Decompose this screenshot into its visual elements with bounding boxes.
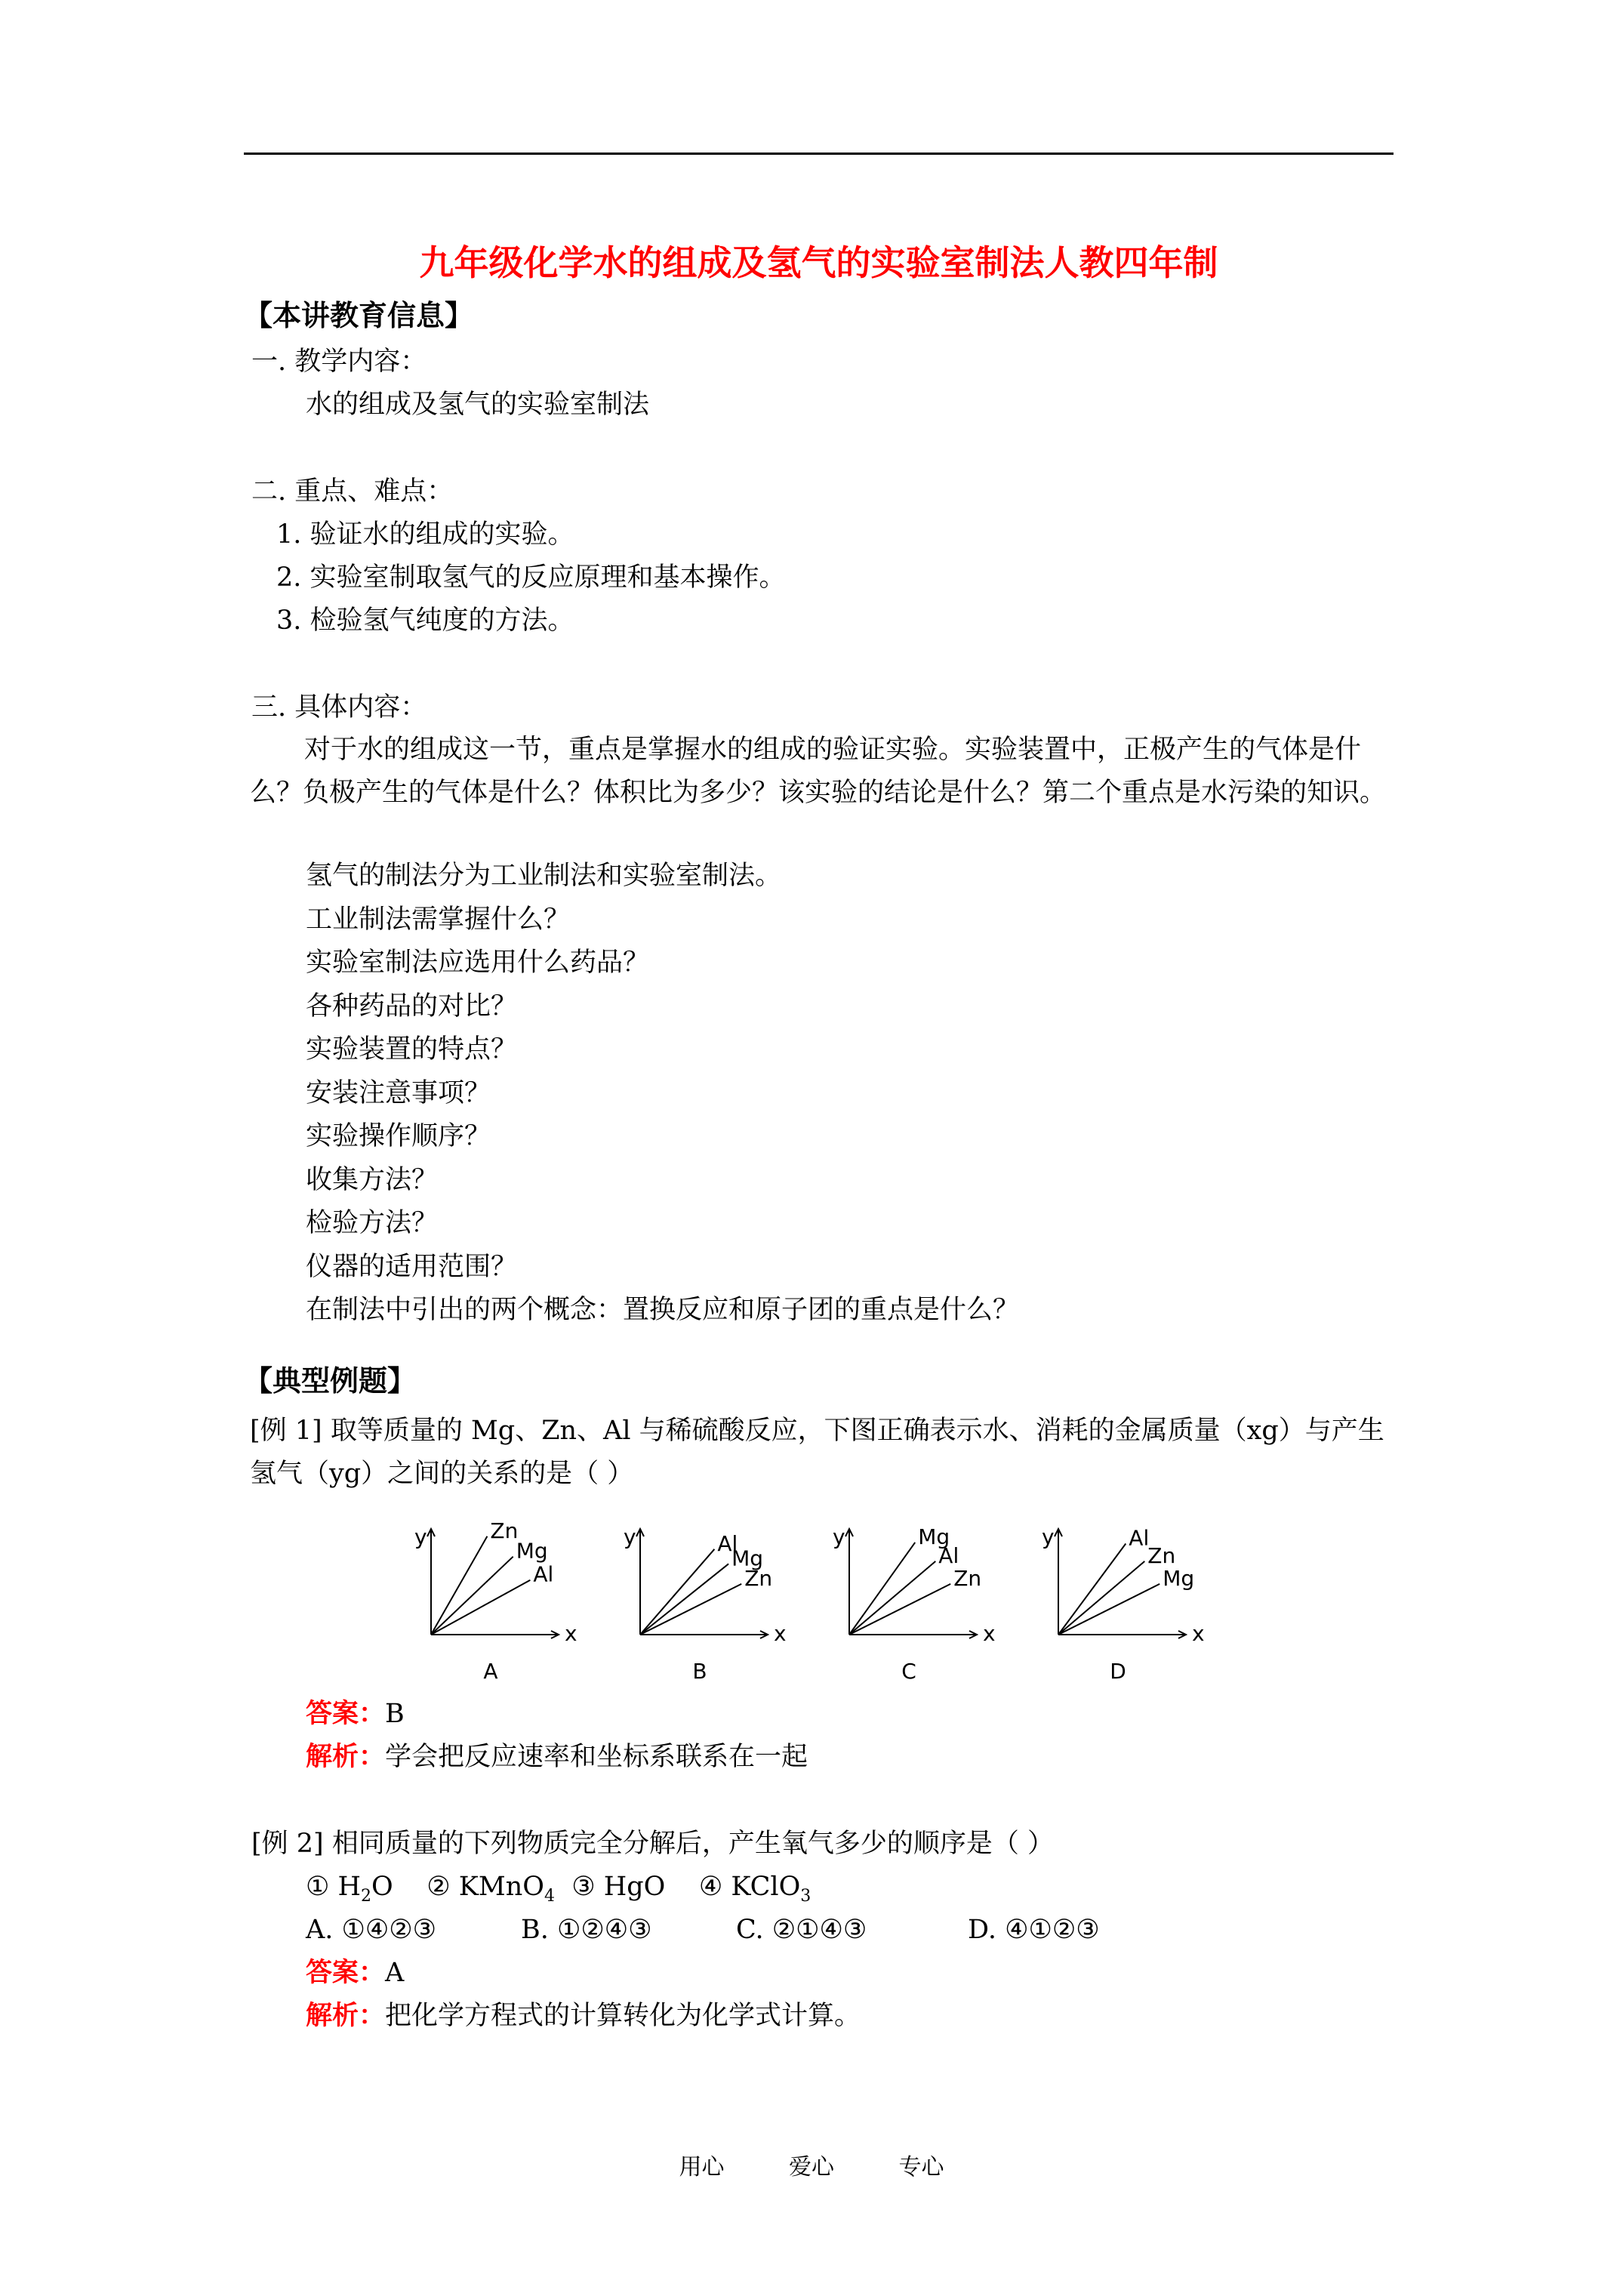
footer-item: 用心 <box>679 2154 725 2180</box>
section1-label: 一. 教学内容： <box>251 347 427 377</box>
example2-answer: A <box>385 1958 405 1988</box>
series-label-mg: Mg <box>918 1524 950 1549</box>
section3-line: 检验方法？ <box>306 1208 439 1238</box>
section3-line: 在制法中引出的两个概念：置换反应和原子团的重点是什么？ <box>306 1295 1020 1325</box>
example2-substances: ① $H_2O$ ② KMnO$_4$ ③ HgO ④ KClO$_3$ <box>306 1872 812 1906</box>
example2-analysis-label: 解析： <box>306 2000 386 2031</box>
example1-answer-label: 答案： <box>306 1698 386 1729</box>
example2-option-b: B. ①②④③ <box>521 1915 652 1945</box>
section3-line: 实验室制法应选用什么药品？ <box>306 948 650 978</box>
section3-line: 仪器的适用范围？ <box>306 1252 518 1282</box>
y-axis-label: y <box>833 1524 845 1549</box>
series-label-al: Al <box>938 1542 959 1568</box>
example2-analysis: 把化学方程式的计算转化为化学式计算。 <box>385 2001 861 2031</box>
section3-line: 实验装置的特点？ <box>306 1034 518 1065</box>
example1-answer: B <box>385 1699 405 1729</box>
section2-item: 2. 实验室制取氢气的反应原理和基本操作。 <box>276 562 786 593</box>
series-label-zn: Zn <box>1147 1542 1176 1568</box>
example1-analysis-label: 解析： <box>306 1741 386 1772</box>
example1-analysis: 学会把反应速率和坐标系联系在一起 <box>385 1742 808 1772</box>
x-axis-label: x <box>565 1621 577 1646</box>
example1-question: [例 1] 取等质量的 Mg、Zn、Al 与稀硫酸反应，下图正确表示水、消耗的金属质量（xg）与产生氢气（yg）之间的关系的是（ ） <box>250 1416 1384 1489</box>
x-axis-label: x <box>1192 1621 1205 1646</box>
section3-line: 氢气的制法分为工业制法和实验室制法。 <box>306 861 782 891</box>
chart-b <box>613 1499 809 1684</box>
series-label-zn: Zn <box>953 1565 982 1591</box>
series-line-zn <box>640 1584 741 1635</box>
section3-label: 三. 具体内容： <box>251 692 427 723</box>
y-axis-label: y <box>624 1524 636 1549</box>
footer-item: 爱心 <box>789 2154 834 2180</box>
chart-option-label: A <box>483 1659 498 1684</box>
chart-option-label: C <box>901 1659 916 1684</box>
series-label-al: Al <box>1129 1525 1150 1551</box>
chart-d <box>1031 1499 1227 1684</box>
series-label-mg: Mg <box>516 1538 548 1564</box>
chart-a <box>404 1499 600 1684</box>
chart-c <box>822 1499 1018 1684</box>
section3-line: 各种药品的对比？ <box>306 991 518 1022</box>
series-label-zn: Zn <box>490 1518 519 1543</box>
chart-option-label: D <box>1110 1659 1126 1684</box>
series-label-al: Al <box>717 1530 738 1556</box>
section3-line: 安装注意事项？ <box>306 1078 491 1108</box>
section3-line: 实验操作顺序？ <box>306 1121 491 1151</box>
section1-content: 水的组成及氢气的实验室制法 <box>306 390 650 420</box>
section2-item: 3. 检验氢气纯度的方法。 <box>276 606 574 636</box>
example2-question: [例 2] 相同质量的下列物质完全分解后，产生氧气多少的顺序是（ ） <box>251 1829 1054 1859</box>
examples-heading: 【典型例题】 <box>244 1364 417 1398</box>
page-footer <box>0 2148 1623 2181</box>
series-label-zn: Zn <box>744 1565 773 1591</box>
y-axis-label: y <box>1042 1524 1055 1549</box>
example2-option-c: C. ②①④③ <box>736 1915 867 1945</box>
series-line-mg <box>849 1542 915 1635</box>
series-label-mg: Mg <box>1163 1565 1195 1591</box>
example2-option-a: A. ①④②③ <box>306 1915 437 1945</box>
section2-item: 1. 验证水的组成的实验。 <box>276 519 574 550</box>
info-heading: 【本讲教育信息】 <box>244 299 474 332</box>
section3-line: 工业制法需掌握什么？ <box>306 905 571 935</box>
section3-paragraph: 对于水的组成这一节，重点是掌握水的组成的验证实验。实验装置中，正极产生的气体是什么？负极产生的气体是什么？体积比为多少？该实验的结论是什么？第二个重点是水污染的知识。 <box>250 735 1387 808</box>
y-axis-label: y <box>414 1524 427 1549</box>
series-line-al <box>1058 1544 1126 1635</box>
header-rule <box>244 153 1394 155</box>
series-label-al: Al <box>533 1561 554 1587</box>
series-label-mg: Mg <box>731 1546 764 1571</box>
chart-option-label: B <box>692 1659 707 1684</box>
series-line-mg <box>640 1564 728 1635</box>
x-axis-label: x <box>983 1621 996 1646</box>
example2-answer-label: 答案： <box>306 1957 386 1988</box>
section3-line: 收集方法？ <box>306 1165 439 1195</box>
footer-item: 专心 <box>898 2154 944 2180</box>
document-title: 九年级化学水的组成及氢气的实验室制法人教四年制 <box>419 242 1218 283</box>
x-axis-label: x <box>774 1621 787 1646</box>
section2-label: 二. 重点、难点： <box>251 476 454 507</box>
series-line-al <box>640 1549 714 1635</box>
example2-option-d: D. ④①②③ <box>968 1915 1100 1945</box>
